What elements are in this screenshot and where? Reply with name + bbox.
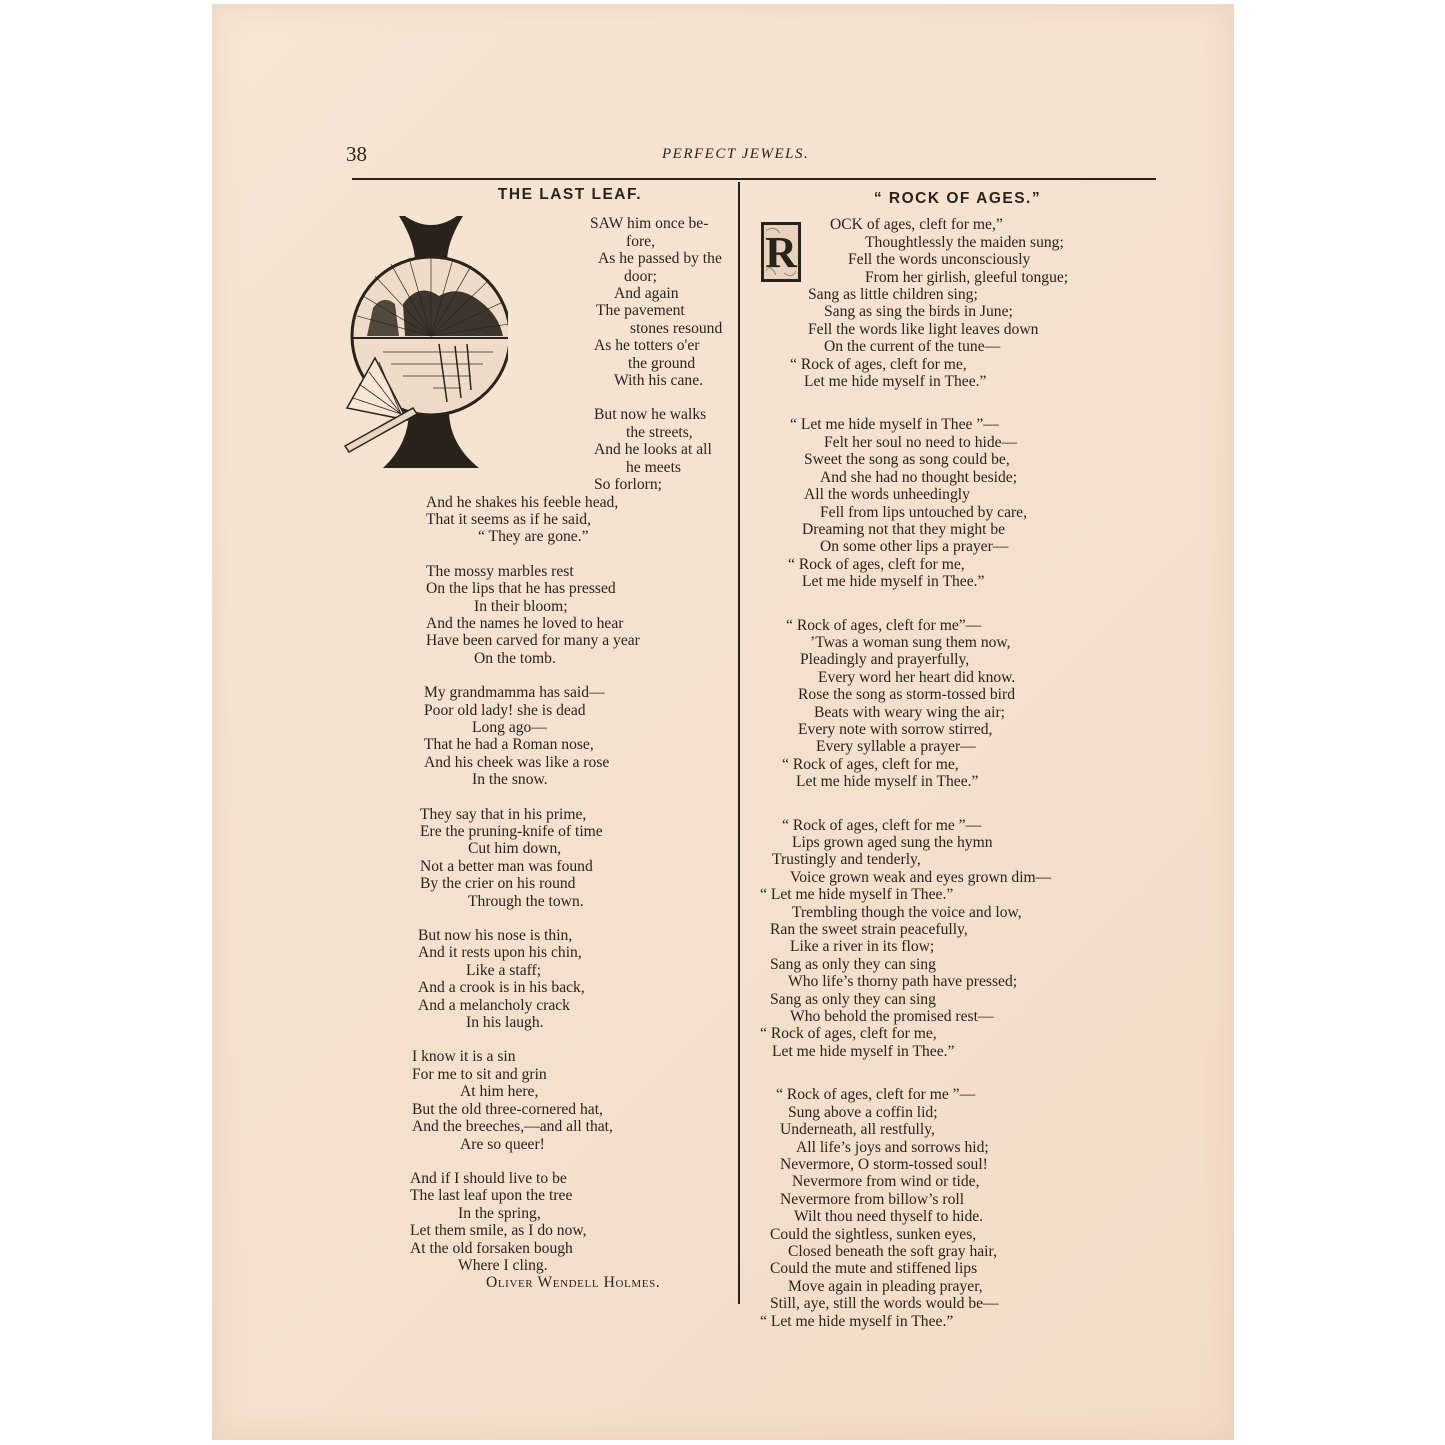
poem-line: Beats with weary wing the air; [814, 703, 1005, 721]
poem-line: Nevermore, O storm-tossed soul! [780, 1155, 988, 1173]
poem-line: Through the town. [468, 892, 584, 910]
poem-line: On the tomb. [474, 649, 556, 667]
poem-line: Wilt thou need thyself to hide. [794, 1208, 984, 1226]
header-rule [352, 178, 1156, 180]
poem-line: Felt her soul no need to hide— [824, 433, 1018, 451]
poem-line: And he shakes his feeble head, [426, 493, 619, 511]
poem-line: In his laugh. [466, 1014, 544, 1032]
poem-line: In their bloom; [474, 597, 568, 615]
poem-line: Are so queer! [460, 1135, 545, 1153]
poem-line: “ They are gone.” [478, 528, 589, 546]
poem-line: Voice grown weak and eyes grown dim— [790, 868, 1052, 886]
poem-line: That he had a Roman nose, [424, 736, 594, 754]
poem-line: On the lips that he has pressed [426, 580, 616, 598]
poem-line: On some other lips a prayer— [820, 538, 1009, 556]
left-column [400, 186, 736, 1292]
poem-title-last-leaf: THE LAST LEAF. [497, 186, 643, 203]
stanza [426, 494, 736, 546]
poem-line: With his cane. [614, 372, 704, 390]
poem-line: And the names he loved to hear [426, 614, 624, 632]
poem-line: In the snow. [472, 771, 548, 789]
stanza [412, 1048, 736, 1152]
poem-line: Underneath, all restfully, [780, 1121, 935, 1139]
poem-line: All life’s joys and sorrows hid; [796, 1138, 989, 1156]
poem-line: Pleadingly and prayerfully, [800, 651, 970, 669]
poem-line: Ere the pruning-knife of time [420, 823, 603, 840]
poem-line: Fell the words like light leaves down [808, 320, 1039, 338]
stanza [594, 406, 736, 493]
poem-line: In the spring, [458, 1204, 541, 1222]
poem-line: At the old forsaken bough [410, 1239, 573, 1257]
poem-line: Let them smile, as I do now, [410, 1222, 587, 1240]
poem-line: Move again in pleading prayer, [788, 1277, 983, 1295]
drop-cap-letter: R [765, 228, 797, 277]
poem-line: Sang as only they can sing [770, 955, 936, 973]
poem-line: But now he walks [594, 406, 707, 424]
poem-line: “ Let me hide myself in Thee ”— [790, 416, 999, 434]
stanza [760, 1086, 1155, 1330]
poem-line: So forlorn; [594, 476, 663, 494]
poem-line: I know it is a sin [412, 1048, 516, 1066]
poem-line: The mossy marbles rest [426, 562, 574, 580]
poem-line: Sang as only they can sing [770, 990, 936, 1008]
poem-line: “ Rock of ages, cleft for me, [790, 355, 967, 373]
poem-line: Who behold the promised rest— [790, 1008, 994, 1026]
poem-line: Ran the sweet strain peacefully, [770, 921, 968, 939]
poem-line: Every note with sorrow stirred, [798, 720, 993, 738]
poem-line: the ground [628, 354, 696, 372]
page-header [340, 138, 1155, 170]
poem-line: fore, [626, 232, 656, 250]
poem-line: “ Rock of ages, cleft for me”— [786, 616, 982, 634]
poem-line: Like a river in its flow; [790, 938, 935, 956]
poem-line: OCK of ages, cleft for me,” [830, 216, 1003, 234]
poem-line: “ Rock of ages, cleft for me, [760, 1025, 937, 1043]
poem-line: They say that in his prime, [420, 805, 587, 823]
poem-line: And the breeches,—and all that, [412, 1118, 613, 1136]
poem-line: “ Rock of ages, cleft for me ”— [776, 1086, 976, 1104]
left-stanzas [400, 563, 736, 1275]
poem-line: Thoughtlessly the maiden sung; [865, 233, 1064, 251]
poem-line: My grandmamma has said— [424, 684, 605, 702]
poem-line: For me to sit and grin [412, 1065, 547, 1083]
poem-line: And it rests upon his chin, [418, 944, 582, 962]
running-title: PERFECT JEWELS. [662, 146, 810, 162]
poem-line: SAW him once be- [590, 215, 709, 233]
poem-line: Sweet the song as song could be, [804, 451, 1010, 469]
poem-line: “ Rock of ages, cleft for me, [788, 555, 965, 573]
poem-line: ’Twas a woman sung them now, [810, 633, 1011, 651]
poem-line: And she had no thought beside; [820, 468, 1018, 486]
poem-line: All the words unheedingly [804, 486, 970, 504]
author-attribution: Oliver Wendell Holmes. [486, 1274, 661, 1292]
poem-line: Long ago— [472, 718, 547, 736]
poem-line: That it seems as if he said, [426, 510, 591, 528]
stanza [420, 806, 736, 910]
poem-line: Not a better man was found [420, 857, 593, 875]
poem-line: “ Let me hide myself in Thee.” [760, 1312, 954, 1330]
poem-line: Could the mute and stiffened lips [770, 1260, 978, 1278]
poem-line: Nevermore from wind or tide, [792, 1173, 980, 1191]
poem-line: door; [624, 267, 657, 285]
poem-line: the streets, [626, 423, 693, 441]
poem-line: And he looks at all [594, 441, 712, 459]
poem-line: The pavement [596, 302, 685, 320]
poem-line: Trembling though the voice and low, [792, 903, 1022, 921]
poem-line: Every word her heart did know. [818, 668, 1016, 686]
poem-line: At him here, [460, 1083, 539, 1101]
poem-line: Where I cling. [458, 1256, 548, 1274]
poem-line: As he totters o'er [594, 337, 700, 355]
poem-line: Like a staff; [466, 961, 542, 979]
poem-line: stones resound [630, 319, 723, 337]
right-column [760, 190, 1155, 1330]
poem-line: Cut him down, [468, 840, 562, 858]
stanza [418, 927, 736, 1031]
poem-line: Trustingly and tenderly, [772, 851, 921, 869]
poem-line: And his cheek was like a rose [424, 753, 610, 771]
poem-line: Nevermore from billow’s roll [780, 1190, 965, 1208]
poem-line: “ Rock of ages, cleft for me, [782, 755, 959, 773]
poem-line: But now his nose is thin, [418, 927, 573, 945]
poem-line: But the old three-cornered hat, [412, 1100, 603, 1118]
stanza [760, 817, 1155, 1061]
poem-line: And if I should live to be [410, 1169, 567, 1187]
stanza [426, 563, 736, 667]
poem-line: As he passed by the [598, 250, 722, 268]
poem-line: Lips grown aged sung the hymn [792, 834, 993, 851]
poem-line: And again [614, 285, 679, 303]
poem-line: From her girlish, gleeful tongue; [865, 268, 1069, 286]
stanza [760, 216, 1155, 390]
column-divider [738, 182, 740, 1304]
poem-line: Sang as little children sing; [808, 286, 978, 304]
poem-line: “ Let me hide myself in Thee.” [760, 886, 954, 904]
poem-title-rock-of-ages: “ ROCK OF AGES.” [873, 190, 1042, 207]
poem-line: Let me hide myself in Thee.” [796, 773, 979, 791]
stanza [590, 215, 736, 389]
poem-line: Fell from lips untouched by care, [820, 503, 1027, 521]
poem-line: Dreaming not that they might be [802, 520, 1006, 538]
poem-line: The last leaf upon the tree [410, 1187, 573, 1205]
poem-line: Every syllable a prayer— [816, 738, 976, 756]
poem-line: Let me hide myself in Thee.” [804, 373, 987, 391]
poem-line: By the crier on his round [420, 875, 576, 893]
poem-line: Sung above a coffin lid; [788, 1103, 938, 1121]
poem-line: he meets [626, 458, 681, 476]
poem-line: Rose the song as storm-tossed bird [798, 686, 1015, 704]
poem-line: Let me hide myself in Thee.” [802, 573, 985, 591]
poem-line: Poor old lady! she is dead [424, 701, 586, 719]
stanza [760, 617, 1155, 791]
poem-line: Fell the words unconsciously [848, 251, 1031, 269]
svg-text:SDF: SDF [413, 425, 436, 439]
stanza [760, 416, 1155, 590]
poem-line: Who life’s thorny path have pressed; [788, 973, 1018, 991]
page-number: 38 [346, 142, 367, 166]
poem-line: On the current of the tune— [824, 338, 1001, 356]
poem-line: Let me hide myself in Thee.” [772, 1042, 955, 1060]
right-stanzas [760, 216, 1155, 1330]
poem-line: And a crook is in his back, [418, 979, 585, 997]
poem-line: Could the sightless, sunken eyes, [770, 1225, 977, 1243]
poem-line: Sang as sing the birds in June; [824, 303, 1013, 321]
poem-line: Closed beneath the soft gray hair, [788, 1242, 997, 1260]
stanza [410, 1170, 736, 1274]
poem-line: Have been carved for many a year [426, 632, 640, 650]
stanza [424, 684, 736, 788]
poem-line: Still, aye, still the words would be— [770, 1295, 999, 1313]
poem-line: And a melancholy crack [418, 996, 570, 1014]
poem-line: “ Rock of ages, cleft for me ”— [782, 816, 982, 834]
